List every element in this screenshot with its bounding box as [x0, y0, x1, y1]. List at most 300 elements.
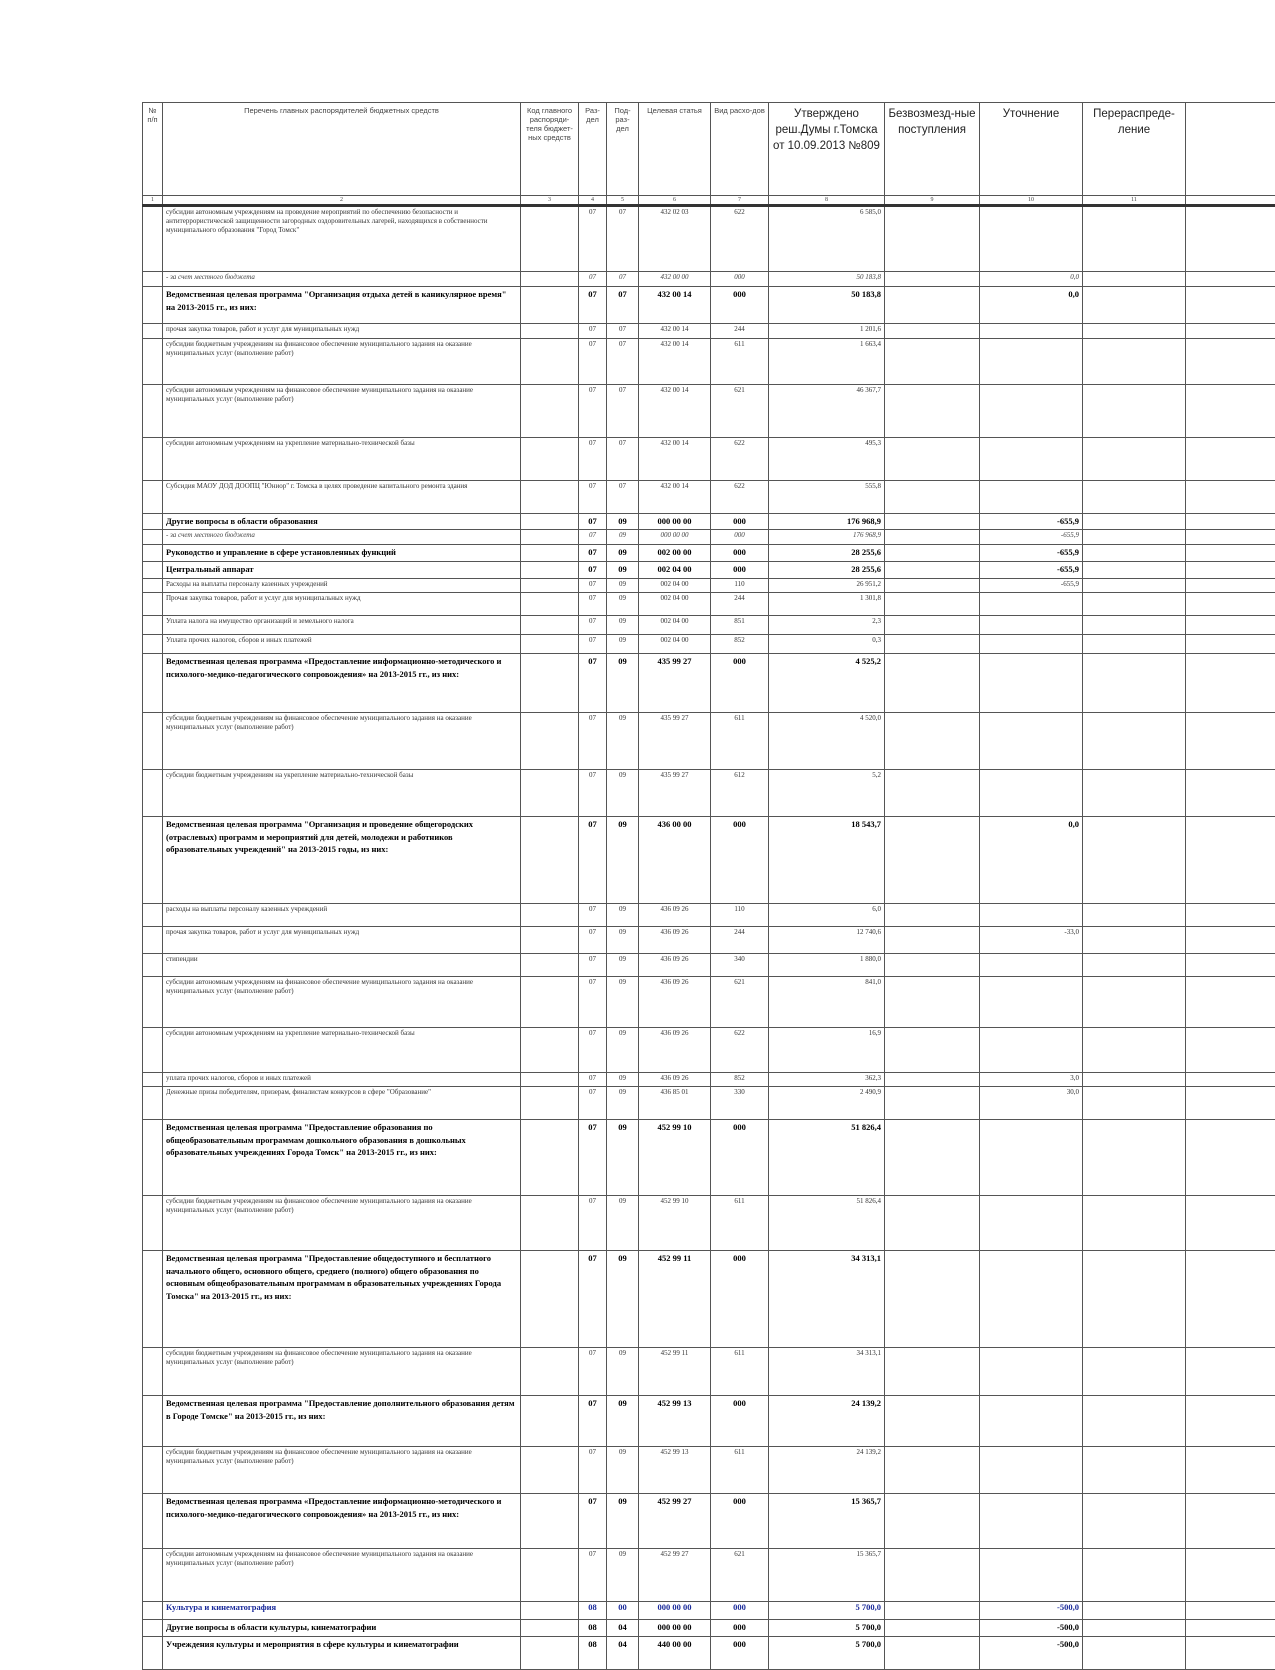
- cell-extra: [1186, 324, 1275, 339]
- header-free-receipts: Безвозмезд-ные поступления: [885, 103, 980, 196]
- header-number: № п/п: [143, 103, 163, 196]
- table-row: [143, 1396, 1275, 1447]
- cell-target-article: 452 99 10: [639, 1196, 711, 1251]
- cell-redistribution: [1083, 654, 1186, 713]
- cell-name: субсидии бюджетным учреждениям на финансовое обеспечение муниципального задания на оказание муниципальных услуг (выполнение работ): [163, 1196, 521, 1251]
- cell-approved: 24 139,2: [769, 1447, 885, 1494]
- cell-free-receipts: [885, 1073, 980, 1087]
- cell-name: субсидии автономным учреждениям на проведение мероприятий по обеспечению безопасности и антитеррористической защищенности загородных оздоровительных лагерей, находящихся в собственности муниципального образования "Город Томск": [163, 206, 521, 272]
- cell-free-receipts: [885, 545, 980, 562]
- cell-target-article: 452 99 11: [639, 1348, 711, 1396]
- cell-name: Другие вопросы в области образования: [163, 514, 521, 530]
- cell-free-receipts: [885, 1396, 980, 1447]
- cell-free-receipts: [885, 1348, 980, 1396]
- cell-redistribution: [1083, 770, 1186, 817]
- cell-approved: 18 543,7: [769, 817, 885, 904]
- cell-expense-type: 621: [711, 977, 769, 1028]
- cell-name: субсидии автономным учреждениям на финансовое обеспечение муниципального задания на оказание муниципальных услуг (выполнение работ): [163, 977, 521, 1028]
- cell-name: Ведомственная целевая программа «Предоставление информационно-методического и психолого-медико-педагогического сопровождения» на 2013-2015 гг., из них:: [163, 1494, 521, 1549]
- cell-section: 07: [579, 481, 607, 514]
- cell-clarification: 0,0: [980, 272, 1083, 287]
- cell-number: [143, 545, 163, 562]
- cell-subsection: 07: [607, 287, 639, 324]
- cell-approved: 16,9: [769, 1028, 885, 1073]
- table-row: [143, 654, 1275, 713]
- cell-number: [143, 1196, 163, 1251]
- cell-extra: [1186, 1620, 1275, 1637]
- cell-expense-type: 852: [711, 1073, 769, 1087]
- cell-expense-type: 852: [711, 635, 769, 654]
- colnum-12: [1186, 196, 1275, 206]
- cell-main-code: [521, 1549, 579, 1602]
- cell-section: 07: [579, 287, 607, 324]
- table-row: [143, 324, 1275, 339]
- cell-clarification: [980, 339, 1083, 385]
- cell-name: субсидии бюджетным учреждениям на укрепление материально-технической базы: [163, 770, 521, 817]
- cell-name: Уплата прочих налогов, сборов и иных платежей: [163, 635, 521, 654]
- cell-expense-type: 000: [711, 1637, 769, 1670]
- cell-expense-type: 000: [711, 514, 769, 530]
- cell-free-receipts: [885, 206, 980, 272]
- cell-redistribution: [1083, 272, 1186, 287]
- cell-main-code: [521, 1494, 579, 1549]
- cell-redistribution: [1083, 514, 1186, 530]
- cell-main-code: [521, 1620, 579, 1637]
- table-row: [143, 1620, 1275, 1637]
- colnum-6: 6: [639, 196, 711, 206]
- cell-number: [143, 1073, 163, 1087]
- cell-clarification: -500,0: [980, 1620, 1083, 1637]
- cell-expense-type: 000: [711, 1251, 769, 1348]
- cell-expense-type: 340: [711, 954, 769, 977]
- cell-number: [143, 904, 163, 927]
- cell-main-code: [521, 1251, 579, 1348]
- cell-subsection: 07: [607, 206, 639, 272]
- cell-approved: 34 313,1: [769, 1348, 885, 1396]
- cell-extra: [1186, 1348, 1275, 1396]
- cell-extra: [1186, 481, 1275, 514]
- colnum-10: 10: [980, 196, 1083, 206]
- colnum-7: 7: [711, 196, 769, 206]
- cell-clarification: 3,0: [980, 1073, 1083, 1087]
- header-extra: [1186, 103, 1275, 196]
- cell-expense-type: 622: [711, 206, 769, 272]
- colnum-1: 1: [143, 196, 163, 206]
- cell-main-code: [521, 954, 579, 977]
- cell-redistribution: [1083, 713, 1186, 770]
- cell-number: [143, 385, 163, 438]
- cell-target-article: 002 04 00: [639, 562, 711, 579]
- cell-subsection: 07: [607, 339, 639, 385]
- cell-approved: 555,8: [769, 481, 885, 514]
- cell-number: [143, 713, 163, 770]
- cell-target-article: 000 00 00: [639, 1620, 711, 1637]
- cell-subsection: 00: [607, 1602, 639, 1620]
- cell-section: 07: [579, 954, 607, 977]
- cell-clarification: [980, 713, 1083, 770]
- cell-main-code: [521, 481, 579, 514]
- table-row: [143, 272, 1275, 287]
- cell-redistribution: [1083, 1620, 1186, 1637]
- cell-extra: [1186, 977, 1275, 1028]
- cell-approved: 6 585,0: [769, 206, 885, 272]
- cell-section: 07: [579, 904, 607, 927]
- cell-clarification: -655,9: [980, 562, 1083, 579]
- cell-redistribution: [1083, 1251, 1186, 1348]
- cell-target-article: 435 99 27: [639, 654, 711, 713]
- cell-target-article: 432 00 14: [639, 287, 711, 324]
- cell-target-article: 436 09 26: [639, 977, 711, 1028]
- header-redistribution: Перераспреде-ление: [1083, 103, 1186, 196]
- cell-number: [143, 654, 163, 713]
- cell-main-code: [521, 977, 579, 1028]
- header-subsection: Под-раз-дел: [607, 103, 639, 196]
- cell-extra: [1186, 1396, 1275, 1447]
- cell-section: 07: [579, 1087, 607, 1120]
- cell-extra: [1186, 954, 1275, 977]
- cell-approved: 50 183,8: [769, 287, 885, 324]
- cell-subsection: 07: [607, 272, 639, 287]
- table-row: [143, 713, 1275, 770]
- cell-extra: [1186, 1637, 1275, 1670]
- cell-extra: [1186, 635, 1275, 654]
- cell-redistribution: [1083, 1120, 1186, 1196]
- colnum-9: 9: [885, 196, 980, 206]
- cell-free-receipts: [885, 324, 980, 339]
- cell-name: Руководство и управление в сфере установленных функций: [163, 545, 521, 562]
- cell-target-article: 436 09 26: [639, 904, 711, 927]
- cell-subsection: 04: [607, 1637, 639, 1670]
- cell-target-article: 436 09 26: [639, 954, 711, 977]
- cell-approved: 46 367,7: [769, 385, 885, 438]
- cell-clarification: [980, 1396, 1083, 1447]
- cell-extra: [1186, 593, 1275, 616]
- cell-free-receipts: [885, 1602, 980, 1620]
- cell-section: 07: [579, 1494, 607, 1549]
- table-row: [143, 904, 1275, 927]
- colnum-5: 5: [607, 196, 639, 206]
- table-row: [143, 1348, 1275, 1396]
- cell-target-article: 002 04 00: [639, 635, 711, 654]
- cell-extra: [1186, 1028, 1275, 1073]
- cell-number: [143, 339, 163, 385]
- cell-expense-type: 851: [711, 616, 769, 635]
- cell-free-receipts: [885, 514, 980, 530]
- table-row: [143, 927, 1275, 954]
- cell-number: [143, 593, 163, 616]
- cell-target-article: 436 09 26: [639, 1028, 711, 1073]
- cell-main-code: [521, 1028, 579, 1073]
- cell-expense-type: 244: [711, 593, 769, 616]
- cell-clarification: [980, 1447, 1083, 1494]
- cell-expense-type: 000: [711, 1620, 769, 1637]
- cell-name: - за счет местного бюджета: [163, 530, 521, 545]
- cell-free-receipts: [885, 1120, 980, 1196]
- cell-redistribution: [1083, 385, 1186, 438]
- colnum-3: 3: [521, 196, 579, 206]
- cell-target-article: 432 00 14: [639, 339, 711, 385]
- cell-number: [143, 1028, 163, 1073]
- cell-name: Ведомственная целевая программа "Предоставление общедоступного и бесплатного начального общего, основного общего, среднего (полного) общего образования по основным общеобразовательным программам в образовательных учреждениях Города Томска" на 2013-2015 гг., из них:: [163, 1251, 521, 1348]
- cell-target-article: 436 00 00: [639, 817, 711, 904]
- cell-extra: [1186, 1494, 1275, 1549]
- cell-target-article: 452 99 10: [639, 1120, 711, 1196]
- cell-number: [143, 206, 163, 272]
- table-row: [143, 1494, 1275, 1549]
- cell-subsection: 09: [607, 817, 639, 904]
- cell-name: прочая закупка товаров, работ и услуг для муниципальных нужд: [163, 324, 521, 339]
- cell-main-code: [521, 635, 579, 654]
- cell-clarification: [980, 1494, 1083, 1549]
- cell-subsection: 09: [607, 579, 639, 593]
- cell-approved: 5,2: [769, 770, 885, 817]
- cell-extra: [1186, 339, 1275, 385]
- cell-expense-type: 622: [711, 481, 769, 514]
- cell-expense-type: 000: [711, 1494, 769, 1549]
- cell-extra: [1186, 579, 1275, 593]
- cell-extra: [1186, 770, 1275, 817]
- cell-subsection: 09: [607, 1494, 639, 1549]
- cell-section: 07: [579, 1447, 607, 1494]
- cell-redistribution: [1083, 1549, 1186, 1602]
- table-row: [143, 1087, 1275, 1120]
- cell-main-code: [521, 287, 579, 324]
- cell-name: Ведомственная целевая программа «Предоставление информационно-методического и психолого-медико-педагогического сопровождения» на 2013-2015 гг., из них:: [163, 654, 521, 713]
- cell-section: 07: [579, 1251, 607, 1348]
- cell-approved: 2 490,9: [769, 1087, 885, 1120]
- cell-free-receipts: [885, 616, 980, 635]
- cell-section: 07: [579, 713, 607, 770]
- table-row: [143, 635, 1275, 654]
- cell-name: Ведомственная целевая программа "Организация отдыха детей в каникулярное время" на 2013-2015 гг., из них:: [163, 287, 521, 324]
- cell-redistribution: [1083, 1396, 1186, 1447]
- header-approved: Утверждено реш.Думы г.Томска от 10.09.2013 №809: [769, 103, 885, 196]
- cell-main-code: [521, 654, 579, 713]
- cell-section: 07: [579, 324, 607, 339]
- cell-approved: 6,0: [769, 904, 885, 927]
- cell-target-article: 452 99 27: [639, 1494, 711, 1549]
- cell-clarification: [980, 954, 1083, 977]
- cell-extra: [1186, 817, 1275, 904]
- table-row: [143, 1447, 1275, 1494]
- cell-number: [143, 770, 163, 817]
- cell-redistribution: [1083, 1637, 1186, 1670]
- cell-subsection: 09: [607, 1549, 639, 1602]
- cell-target-article: 452 99 13: [639, 1447, 711, 1494]
- table-row: [143, 339, 1275, 385]
- cell-number: [143, 562, 163, 579]
- cell-main-code: [521, 438, 579, 481]
- cell-subsection: 09: [607, 1396, 639, 1447]
- cell-free-receipts: [885, 1549, 980, 1602]
- cell-redistribution: [1083, 579, 1186, 593]
- cell-name: субсидии автономным учреждениям на финансовое обеспечение муниципального задания на оказание муниципальных услуг (выполнение работ): [163, 1549, 521, 1602]
- cell-extra: [1186, 1447, 1275, 1494]
- cell-name: Культура и кинематография: [163, 1602, 521, 1620]
- cell-redistribution: [1083, 1087, 1186, 1120]
- cell-extra: [1186, 1196, 1275, 1251]
- table-row: [143, 530, 1275, 545]
- cell-extra: [1186, 1073, 1275, 1087]
- cell-clarification: [980, 1028, 1083, 1073]
- cell-name: Ведомственная целевая программа "Предоставление дополнительного образования детям в Городе Томске" на 2013-2015 гг., из них:: [163, 1396, 521, 1447]
- cell-approved: 12 740,6: [769, 927, 885, 954]
- cell-target-article: 432 00 14: [639, 438, 711, 481]
- cell-section: 08: [579, 1637, 607, 1670]
- cell-name: субсидии бюджетным учреждениям на финансовое обеспечение муниципального задания на оказание муниципальных услуг (выполнение работ): [163, 339, 521, 385]
- cell-free-receipts: [885, 1494, 980, 1549]
- cell-redistribution: [1083, 616, 1186, 635]
- cell-name: Уплата налога на имущество организаций и земельного налога: [163, 616, 521, 635]
- cell-free-receipts: [885, 1447, 980, 1494]
- cell-main-code: [521, 770, 579, 817]
- cell-name: Денежные призы победителям, призерам, финалистам конкурсов в сфере "Образование": [163, 1087, 521, 1120]
- cell-clarification: [980, 904, 1083, 927]
- cell-section: 07: [579, 1120, 607, 1196]
- cell-main-code: [521, 1602, 579, 1620]
- table-row: [143, 206, 1275, 272]
- cell-name: Прочая закупка товаров, работ и услуг для муниципальных нужд: [163, 593, 521, 616]
- cell-free-receipts: [885, 530, 980, 545]
- cell-name: субсидии автономным учреждениям на укрепление материально-технической базы: [163, 438, 521, 481]
- cell-approved: 4 520,0: [769, 713, 885, 770]
- cell-target-article: 002 04 00: [639, 579, 711, 593]
- cell-expense-type: 000: [711, 817, 769, 904]
- column-number-row: [143, 196, 1275, 206]
- cell-section: 07: [579, 593, 607, 616]
- cell-target-article: 000 00 00: [639, 530, 711, 545]
- cell-redistribution: [1083, 1447, 1186, 1494]
- cell-subsection: 09: [607, 1073, 639, 1087]
- cell-main-code: [521, 339, 579, 385]
- cell-free-receipts: [885, 579, 980, 593]
- cell-free-receipts: [885, 713, 980, 770]
- cell-target-article: 436 85 01: [639, 1087, 711, 1120]
- cell-number: [143, 1251, 163, 1348]
- cell-extra: [1186, 530, 1275, 545]
- cell-extra: [1186, 904, 1275, 927]
- cell-name: - за счет местного бюджета: [163, 272, 521, 287]
- cell-main-code: [521, 904, 579, 927]
- cell-expense-type: 611: [711, 1348, 769, 1396]
- cell-clarification: 0,0: [980, 817, 1083, 904]
- cell-approved: 362,3: [769, 1073, 885, 1087]
- cell-expense-type: 611: [711, 339, 769, 385]
- cell-expense-type: 000: [711, 272, 769, 287]
- cell-main-code: [521, 562, 579, 579]
- cell-number: [143, 954, 163, 977]
- cell-subsection: 09: [607, 1087, 639, 1120]
- cell-number: [143, 287, 163, 324]
- cell-number: [143, 1637, 163, 1670]
- cell-main-code: [521, 1637, 579, 1670]
- cell-redistribution: [1083, 1028, 1186, 1073]
- cell-clarification: -655,9: [980, 514, 1083, 530]
- table-row: [143, 287, 1275, 324]
- cell-section: 08: [579, 1620, 607, 1637]
- cell-free-receipts: [885, 272, 980, 287]
- cell-redistribution: [1083, 1348, 1186, 1396]
- cell-expense-type: 000: [711, 1602, 769, 1620]
- table-row: [143, 1251, 1275, 1348]
- cell-redistribution: [1083, 1602, 1186, 1620]
- cell-redistribution: [1083, 927, 1186, 954]
- cell-main-code: [521, 545, 579, 562]
- cell-expense-type: 000: [711, 562, 769, 579]
- cell-redistribution: [1083, 324, 1186, 339]
- cell-number: [143, 635, 163, 654]
- cell-subsection: 09: [607, 904, 639, 927]
- cell-free-receipts: [885, 977, 980, 1028]
- cell-name: расходы на выплаты персоналу казенных учреждений: [163, 904, 521, 927]
- cell-number: [143, 1602, 163, 1620]
- header-section: Раз-дел: [579, 103, 607, 196]
- cell-clarification: 0,0: [980, 287, 1083, 324]
- cell-section: 07: [579, 530, 607, 545]
- cell-number: [143, 1494, 163, 1549]
- cell-section: 07: [579, 1073, 607, 1087]
- cell-expense-type: 621: [711, 1549, 769, 1602]
- cell-extra: [1186, 654, 1275, 713]
- cell-approved: 51 826,4: [769, 1120, 885, 1196]
- cell-clarification: [980, 616, 1083, 635]
- cell-clarification: [980, 324, 1083, 339]
- cell-extra: [1186, 287, 1275, 324]
- cell-redistribution: [1083, 817, 1186, 904]
- cell-extra: [1186, 616, 1275, 635]
- cell-subsection: 09: [607, 770, 639, 817]
- cell-approved: 1 201,6: [769, 324, 885, 339]
- cell-free-receipts: [885, 1028, 980, 1073]
- cell-free-receipts: [885, 1637, 980, 1670]
- table-row: [143, 481, 1275, 514]
- cell-main-code: [521, 324, 579, 339]
- cell-subsection: 09: [607, 530, 639, 545]
- cell-target-article: 452 99 11: [639, 1251, 711, 1348]
- header-main-code: Код главного распоряди-теля бюджет-ных средств: [521, 103, 579, 196]
- cell-extra: [1186, 927, 1275, 954]
- cell-main-code: [521, 530, 579, 545]
- cell-expense-type: 622: [711, 438, 769, 481]
- cell-target-article: 002 04 00: [639, 616, 711, 635]
- header-expense-type: Вид расхо-дов: [711, 103, 769, 196]
- cell-number: [143, 1549, 163, 1602]
- cell-section: 08: [579, 1602, 607, 1620]
- table-row: [143, 593, 1275, 616]
- table-row: [143, 385, 1275, 438]
- cell-approved: 495,3: [769, 438, 885, 481]
- header-target-article: Целевая статья: [639, 103, 711, 196]
- cell-extra: [1186, 1087, 1275, 1120]
- cell-number: [143, 817, 163, 904]
- cell-free-receipts: [885, 1620, 980, 1637]
- cell-approved: 841,0: [769, 977, 885, 1028]
- cell-section: 07: [579, 770, 607, 817]
- cell-section: 07: [579, 438, 607, 481]
- cell-free-receipts: [885, 287, 980, 324]
- cell-approved: 51 826,4: [769, 1196, 885, 1251]
- cell-approved: 5 700,0: [769, 1602, 885, 1620]
- table-row: [143, 1073, 1275, 1087]
- cell-main-code: [521, 616, 579, 635]
- cell-free-receipts: [885, 1251, 980, 1348]
- cell-number: [143, 438, 163, 481]
- cell-target-article: 432 00 14: [639, 324, 711, 339]
- cell-section: 07: [579, 385, 607, 438]
- cell-section: 07: [579, 654, 607, 713]
- cell-free-receipts: [885, 593, 980, 616]
- table-row: [143, 770, 1275, 817]
